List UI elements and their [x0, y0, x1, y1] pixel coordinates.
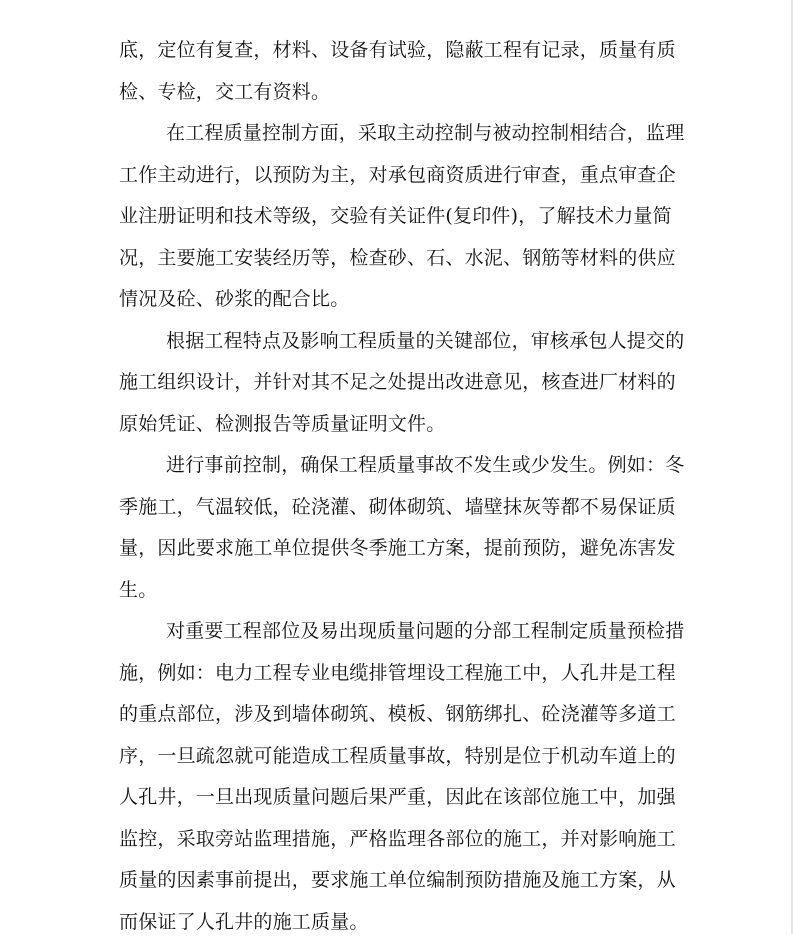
text-line: 工作主动进行，以预防为主，对承包商资质进行审查，重点审查企 — [119, 155, 679, 197]
document-body — [119, 30, 679, 943]
text-line: 原始凭证、检测报告等质量证明文件。 — [119, 404, 679, 446]
paragraph-3 — [119, 321, 679, 446]
paragraph-5 — [119, 611, 679, 943]
text-line: 底，定位有复查，材料、设备有试验，隐蔽工程有记录，质量有质 — [119, 30, 679, 72]
text-line: 生。 — [119, 570, 679, 612]
text-line: 业注册证明和技术等级，交验有关证件(复印件)，了解技术力量简 — [119, 196, 679, 238]
paragraph-2 — [119, 113, 679, 321]
text-line: 情况及砼、砂浆的配合比。 — [119, 279, 679, 321]
text-line: 质量的因素事前提出，要求施工单位编制预防措施及施工方案，从 — [119, 860, 679, 902]
text-line: 进行事前控制，确保工程质量事故不发生或少发生。例如：冬 — [119, 445, 679, 487]
text-line: 而保证了人孔井的施工质量。 — [119, 902, 679, 943]
paragraph-4 — [119, 445, 679, 611]
text-line: 施工组织设计，并针对其不足之处提出改进意见，核查进厂材料的 — [119, 362, 679, 404]
text-line: 人孔井，一旦出现质量问题后果严重，因此在该部位施工中，加强 — [119, 777, 679, 819]
text-line: 季施工，气温较低，砼浇灌、砌体砌筑、墙壁抹灰等都不易保证质 — [119, 487, 679, 529]
text-line: 在工程质量控制方面，采取主动控制与被动控制相结合，监理 — [119, 113, 679, 155]
text-line: 监控，采取旁站监理措施，严格监理各部位的施工，并对影响施工 — [119, 819, 679, 861]
text-line: 检、专检，交工有资料。 — [119, 72, 679, 114]
text-line: 施，例如：电力工程专业电缆排管埋设工程施工中，人孔井是工程 — [119, 653, 679, 695]
text-line: 对重要工程部位及易出现质量问题的分部工程制定质量预检措 — [119, 611, 679, 653]
text-line: 的重点部位，涉及到墙体砌筑、模板、钢筋绑扎、砼浇灌等多道工 — [119, 694, 679, 736]
text-line: 根据工程特点及影响工程质量的关键部位，审核承包人提交的 — [119, 321, 679, 363]
text-line: 况，主要施工安装经历等，检查砂、石、水泥、钢筋等材料的供应 — [119, 238, 679, 280]
text-line: 序，一旦疏忽就可能造成工程质量事故，特别是位于机动车道上的 — [119, 736, 679, 778]
text-line: 量，因此要求施工单位提供冬季施工方案，提前预防，避免冻害发 — [119, 528, 679, 570]
paragraph-1 — [119, 30, 679, 113]
